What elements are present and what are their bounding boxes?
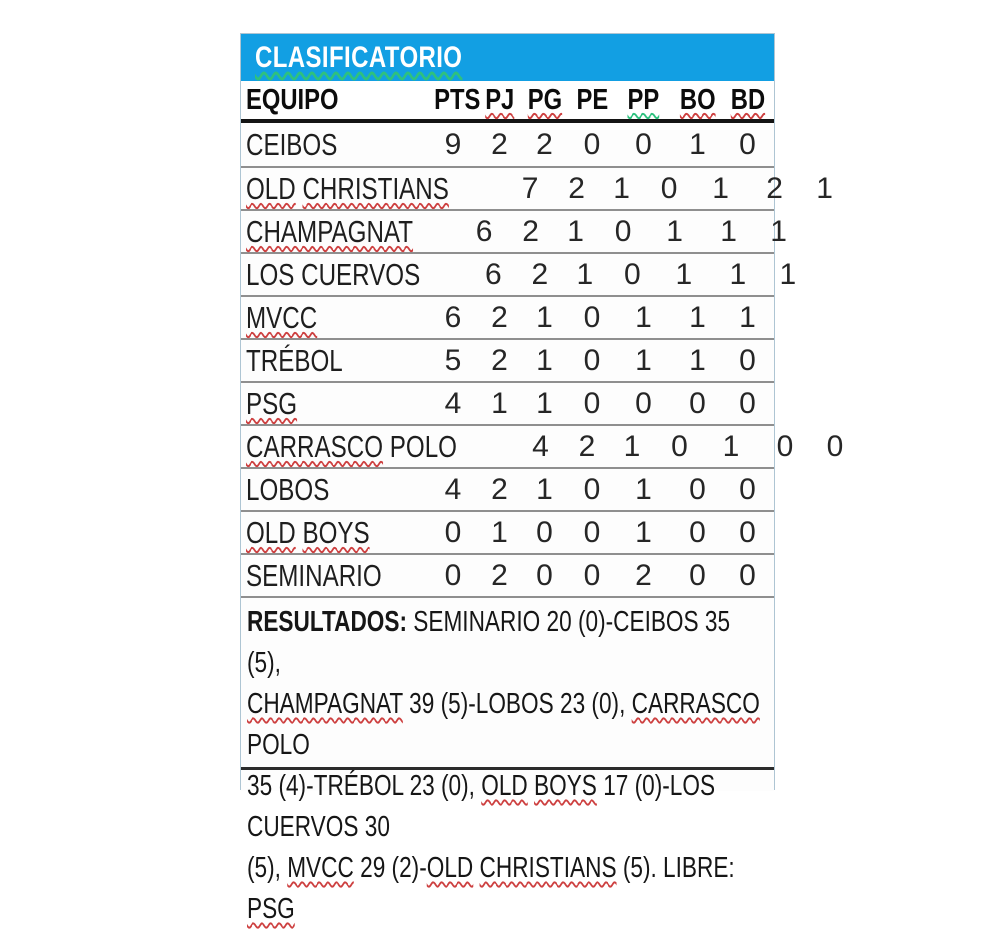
stat-cell-pp: 1 [635,515,652,549]
team-name-old-boys [246,515,370,551]
column-header-pts [429,83,481,117]
stat-cell-bo: 0 [689,386,706,420]
team-name-champagnat [246,214,413,250]
stat-cell-pj: 1 [491,386,508,420]
team-name-cell [246,386,429,422]
stat-cell-bd: 1 [779,257,797,291]
results-segment: POLO [247,729,310,761]
column-header-label-pj: PJ [484,83,515,116]
stat-cell-pg: 1 [576,257,594,291]
results-section [241,596,774,925]
column-header-label-pe: PE [576,83,608,116]
column-header-pj [477,84,522,117]
stat-cell-pp: 2 [635,558,652,592]
team-row-lobos [241,467,774,510]
stat-cell-pts: 6 [444,300,462,334]
stat-cell-pg: 2 [536,127,553,161]
stat-cell-bo: 1 [689,343,706,377]
team-name-segment: MVCC [246,299,318,335]
stat-cell-bd: 0 [739,515,756,549]
stat-cell-pts: 6 [475,214,493,248]
column-header-label-pp: PP [627,83,660,116]
team-name-cell [246,343,429,379]
team-row-old-christians [241,166,833,209]
stat-cell-bd: 0 [739,472,756,506]
stat-cell-pe: 0 [583,515,601,549]
column-header-label-pg: PG [527,83,562,116]
team-row-carrasco-polo [241,424,844,467]
team-name-ceibos [246,127,337,163]
stat-cell-pp: 1 [675,257,693,291]
stat-cell-pj: 2 [491,127,508,161]
stat-cell-pts: 4 [532,429,549,463]
column-header-bo [670,84,725,117]
team-name-segment: LOS CUERVOS [246,256,421,292]
stat-cell-pj: 2 [491,558,508,592]
team-name-segment: TRÉBOL [246,342,343,378]
results-segment: (5). LIBRE: [616,852,735,884]
stat-cell-pe: 0 [583,386,601,420]
team-name-cell [246,127,429,163]
team-row-old-boys [241,510,774,553]
team-name-cell [246,171,506,207]
results-segment: PSG [247,893,295,925]
team-name-los-cuervos [246,257,420,293]
stat-cell-pp: 1 [712,171,729,205]
team-name-segment: OLD [246,170,296,206]
stat-cell-pj: 2 [531,257,549,291]
team-name-segment: SEMINARIO [246,557,382,593]
team-name-segment: CHAMPAGNAT [246,213,414,249]
column-header-pp [617,84,670,117]
results-segment: BOYS [534,770,597,802]
stat-cell-pj: 2 [491,472,508,506]
stat-cell-bd: 0 [739,127,756,161]
stat-cell-bo: 1 [729,257,747,291]
stat-cell-pp: 1 [635,343,652,377]
team-name-segment: BOYS [302,514,370,550]
team-name-segment: CHRISTIANS [302,170,449,206]
team-name-segment: CEIBOS [246,126,338,162]
results-label: RESULTADOS: [247,606,408,638]
standings-header-row [241,81,774,123]
team-name-cell [246,300,429,336]
stat-cell-pe: 0 [583,558,601,592]
standings-body [241,123,844,596]
team-name-cell [246,214,460,250]
results-segment: 29 (2)- [353,852,427,884]
team-row-seminario [241,553,774,596]
results-text [247,602,765,930]
stat-cell-pp: 1 [722,429,740,463]
stat-cell-pg: 1 [623,429,641,463]
stat-cell-pts: 4 [444,386,462,420]
stat-cell-bd: 0 [739,343,756,377]
stat-cell-pj: 1 [491,515,508,549]
stat-cell-pj: 2 [522,214,539,248]
team-name-seminario [246,558,382,594]
team-row-los-cuervos [241,252,797,295]
stat-cell-pg: 1 [536,472,553,506]
results-segment: OLD [426,852,474,884]
team-name-cell [246,257,469,293]
team-name-cell [246,558,429,594]
stat-cell-pp: 0 [635,127,652,161]
team-name-segment: CARRASCO [246,428,384,464]
stat-cell-pe: 0 [583,127,601,161]
stat-cell-bo: 2 [766,171,783,205]
stat-cell-pj: 2 [578,429,596,463]
stat-cell-bo: 1 [689,127,706,161]
team-row-psg [241,381,774,424]
stat-cell-pe: 0 [671,429,688,463]
column-header-label-bo: BO [679,83,716,116]
column-header-label-bd: BD [730,83,765,116]
team-name-old-christians [246,171,449,207]
team-name-lobos [246,472,329,508]
stat-cell-pts: 0 [444,515,462,549]
stat-cell-bd: 0 [739,558,756,592]
stat-cell-pg: 1 [536,343,553,377]
stat-cell-bo: 1 [720,214,737,248]
team-row-tr-bol [241,338,774,381]
team-row-champagnat [241,209,787,252]
stat-cell-pe: 0 [583,343,601,377]
stat-cell-pe: 0 [583,300,601,334]
stat-cell-bd: 1 [739,300,756,334]
column-header-label-equipo: EQUIPO [246,83,339,116]
stat-cell-pg: 1 [613,171,630,205]
column-header-bd [725,84,770,117]
stat-cell-pj: 2 [491,343,508,377]
stat-cell-pts: 4 [444,472,462,506]
team-row-ceibos [241,123,774,166]
standings-card [240,33,844,925]
results-segment: OLD [481,770,528,802]
results-segment: CHAMPAGNAT [247,688,403,720]
team-name-cell [246,429,516,465]
stat-cell-pts: 7 [521,171,539,205]
stat-cell-bd: 0 [739,386,756,420]
column-header-pe [567,84,617,117]
results-segment: 35 (4)-TRÉBOL 23 (0), [247,770,482,802]
results-segment: CHRISTIANS [479,852,617,884]
stat-cell-pg: 0 [536,558,553,592]
results-segment: 17 (0)-LOS CUERVOS 30 [247,770,716,843]
stat-cell-pg: 1 [567,214,584,248]
page-title: CLASIFICATORIO [255,40,463,74]
stat-cell-pp: 0 [635,386,652,420]
team-name-cell [246,472,429,508]
stat-cell-pe: 0 [583,472,601,506]
stat-cell-pts: 9 [444,127,462,161]
results-segment: SEMINARIO 20 (0)-CEIBOS 35 (5), [247,606,731,679]
stat-cell-bo: 0 [689,515,706,549]
stat-cell-pts: 0 [444,558,462,592]
team-name-psg [246,386,297,422]
stat-cell-pe: 0 [660,171,678,205]
stat-cell-pj: 2 [568,171,585,205]
team-name-cell [246,515,429,551]
title-bar [241,34,774,81]
stat-cell-bd: 1 [816,171,833,205]
team-name-segment: OLD [246,514,296,550]
stat-cell-bd: 1 [770,214,787,248]
stat-cell-pj: 2 [491,300,508,334]
team-name-segment: POLO [383,428,457,464]
column-header-equipo [246,84,429,117]
team-name-carrasco-polo [246,429,457,465]
team-name-mvcc [246,300,317,336]
stat-cell-bd: 0 [826,429,844,463]
stat-cell-bo: 0 [689,558,706,592]
stat-cell-pp: 1 [666,214,683,248]
results-segment: (5), [247,852,288,884]
stat-cell-pe: 0 [614,214,632,248]
team-name-tr-bol [246,343,343,379]
stat-cell-bo: 0 [776,429,794,463]
results-segment: CARRASCO [631,688,760,720]
stat-cell-pp: 1 [635,300,652,334]
stat-cell-pp: 1 [635,472,652,506]
results-segment: 39 (5)-LOBOS 23 (0), [402,688,632,720]
team-name-segment: PSG [246,385,298,421]
team-row-mvcc [241,295,774,338]
column-header-pg [522,84,567,117]
stat-cell-pts: 5 [444,343,462,377]
stat-cell-bo: 0 [689,472,706,506]
stat-cell-pg: 1 [536,386,553,420]
stat-cell-pe: 0 [624,257,641,291]
results-segment: MVCC [287,852,354,884]
column-header-label-pts: PTS [434,83,481,116]
stat-cell-pts: 6 [485,257,502,291]
stat-cell-bo: 1 [689,300,706,334]
stat-cell-pg: 0 [536,515,553,549]
stat-cell-pg: 1 [536,300,553,334]
team-name-segment: LOBOS [246,471,330,507]
